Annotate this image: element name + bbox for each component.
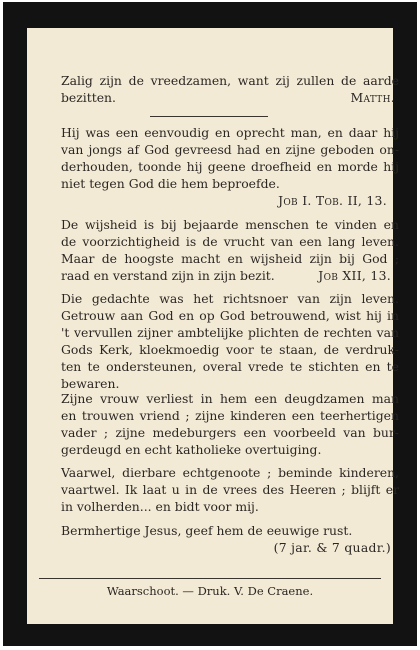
text-line — [61, 267, 399, 284]
text-line: vaartwel. Ik laat u in de vrees des Heeren ; blijft er — [61, 482, 399, 497]
scripture-reference: Job I. Tob. II, 13. — [278, 193, 387, 208]
epigraph-line: Zalig zijn de vreedzamen, want zij zullen de aarde — [61, 73, 399, 88]
text-line: Vaarwel, dierbare echtgenoote ; beminde kinderen, — [61, 465, 399, 480]
text-line: Hij was een eenvoudig en oprecht man, en daar hij — [61, 125, 399, 140]
indulgence-note: (7 jar. & 7 quadr.) — [273, 540, 391, 555]
text-line: Gods Kerk, kloekmoedig voor te staan, de verdruk- — [61, 342, 399, 357]
paragraph-2 — [61, 216, 399, 284]
text-line: niet tegen God die hem beproefde. — [61, 176, 280, 191]
text-line: derhouden, toonde hij geene droefheid en morde hij — [61, 159, 399, 174]
text-line: ten te ondersteunen, overal vrede te stichten en te — [61, 359, 399, 374]
text-line: Getrouw aan God en op God betrouwend, wist hij in — [61, 308, 399, 323]
epigraph — [61, 72, 399, 106]
paragraph-4 — [61, 390, 399, 458]
text-line: Zijne vrouw verliest in hem een deugdzamen man — [61, 391, 399, 406]
epigraph-source: Matth. — [350, 90, 395, 105]
epigraph-text: bezitten. — [61, 90, 116, 105]
text-line: vader ; zijne medeburgers een voorbeeld van bur- — [61, 425, 399, 440]
scripture-reference: Job XII, 13. — [318, 268, 391, 283]
text-line: van jongs af God gevreesd had en zijne geboden on- — [61, 142, 399, 157]
text-line: gerdeugd en echt katholieke overtuiging. — [61, 442, 322, 457]
text-line: bewaren. — [61, 376, 120, 391]
footer-rule — [39, 578, 381, 579]
text-line: Bermhertige Jesus, geef hem de eeuwige rust. — [61, 523, 353, 538]
memorial-card — [3, 2, 417, 646]
text-line: en trouwen vriend ; zijne kinderen een teerhertigen — [61, 408, 399, 423]
paragraph-5 — [61, 464, 399, 515]
paragraph-6 — [61, 522, 399, 556]
printer-imprint: Waarschoot. — Druk. V. De Craene. — [106, 584, 314, 598]
text-line: De wijsheid is bij bejaarde menschen te vinden en — [61, 217, 399, 232]
paragraph-3 — [61, 290, 399, 392]
text-line: Die gedachte was het richtsnoer van zijn leven. — [61, 291, 399, 306]
text-line: 't vervullen zijner ambtelijke plichten de rechten van — [61, 325, 399, 340]
card-paper — [27, 28, 399, 624]
separator-rule — [150, 116, 268, 117]
paragraph-1 — [61, 124, 399, 209]
text-fragment: raad en verstand zijn in zijn bezit. — [61, 268, 275, 283]
text-line: Maar de hoogste macht en wijsheid zijn bij God ; — [61, 251, 399, 266]
text-line: in volherden... en bidt voor mij. — [61, 499, 259, 514]
text-line: de voorzichtigheid is de vrucht van een lang leven. — [61, 234, 399, 249]
epigraph-line — [61, 89, 399, 106]
